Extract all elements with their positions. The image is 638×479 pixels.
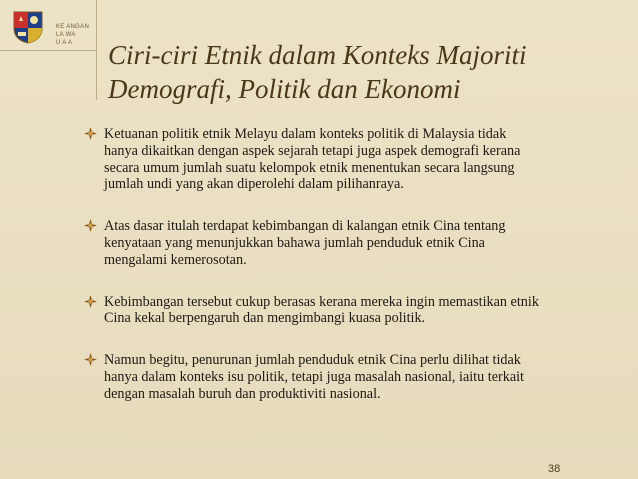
bullet-list	[84, 126, 604, 403]
title-line: Ciri-ciri Etnik dalam Konteks Majoriti	[108, 40, 527, 70]
bullet-line: Kebimbangan tersebut cukup berasas kerana mereka ingin memastikan etnik	[104, 293, 539, 310]
bullet-line: secara umum jumlah suatu kelompok etnik menentukan secara langsung	[104, 159, 515, 176]
bullet-line: jumlah undi yang akan diperolehi dalam pilihanraya.	[104, 176, 404, 193]
bullet-icon	[84, 127, 97, 140]
bullet-line: hanya dalam konteks isu politik, tetapi juga masalah nasional, iaitu terkait	[104, 368, 524, 385]
bullet-line: hanya dikaitkan dengan aspek sejarah tetapi juga aspek demografi kerana	[104, 142, 521, 159]
title-line: Demografi, Politik dan Ekonomi	[108, 74, 461, 104]
university-logo	[12, 10, 102, 46]
bullet-line: Cina kekal berpengaruh dan mengimbangi kuasa politik.	[104, 310, 426, 327]
bullet-line: dengan masalah buruh dan produktiviti nasional.	[104, 385, 381, 402]
bullet-line: mengalami kemerosotan.	[104, 251, 247, 268]
bullet-line: Namun begitu, penurunan jumlah penduduk etnik Cina perlu dilihat tidak	[104, 352, 521, 369]
bullet-line: Ketuanan politik etnik Melayu dalam konteks politik di Malaysia tidak	[104, 126, 507, 142]
bullet-line: Atas dasar itulah terdapat kebimbangan di kalangan etnik Cina tentang	[104, 218, 506, 235]
bullet-icon	[84, 295, 97, 308]
logo-text: KE ANGAN LA WA U A A	[56, 24, 90, 46]
bullet-line: kenyataan yang menunjukkan bahawa jumlah penduduk etnik Cina	[104, 234, 485, 251]
page-number: 38	[548, 463, 561, 475]
horizontal-rule	[0, 50, 96, 51]
slide-title	[108, 38, 608, 106]
bullet-item	[84, 218, 604, 268]
bullet-item	[84, 352, 604, 402]
crest-icon	[12, 10, 44, 44]
bullet-icon	[84, 219, 97, 232]
bullet-icon	[84, 353, 97, 366]
bullet-item	[84, 126, 604, 193]
bullet-item	[84, 294, 604, 328]
